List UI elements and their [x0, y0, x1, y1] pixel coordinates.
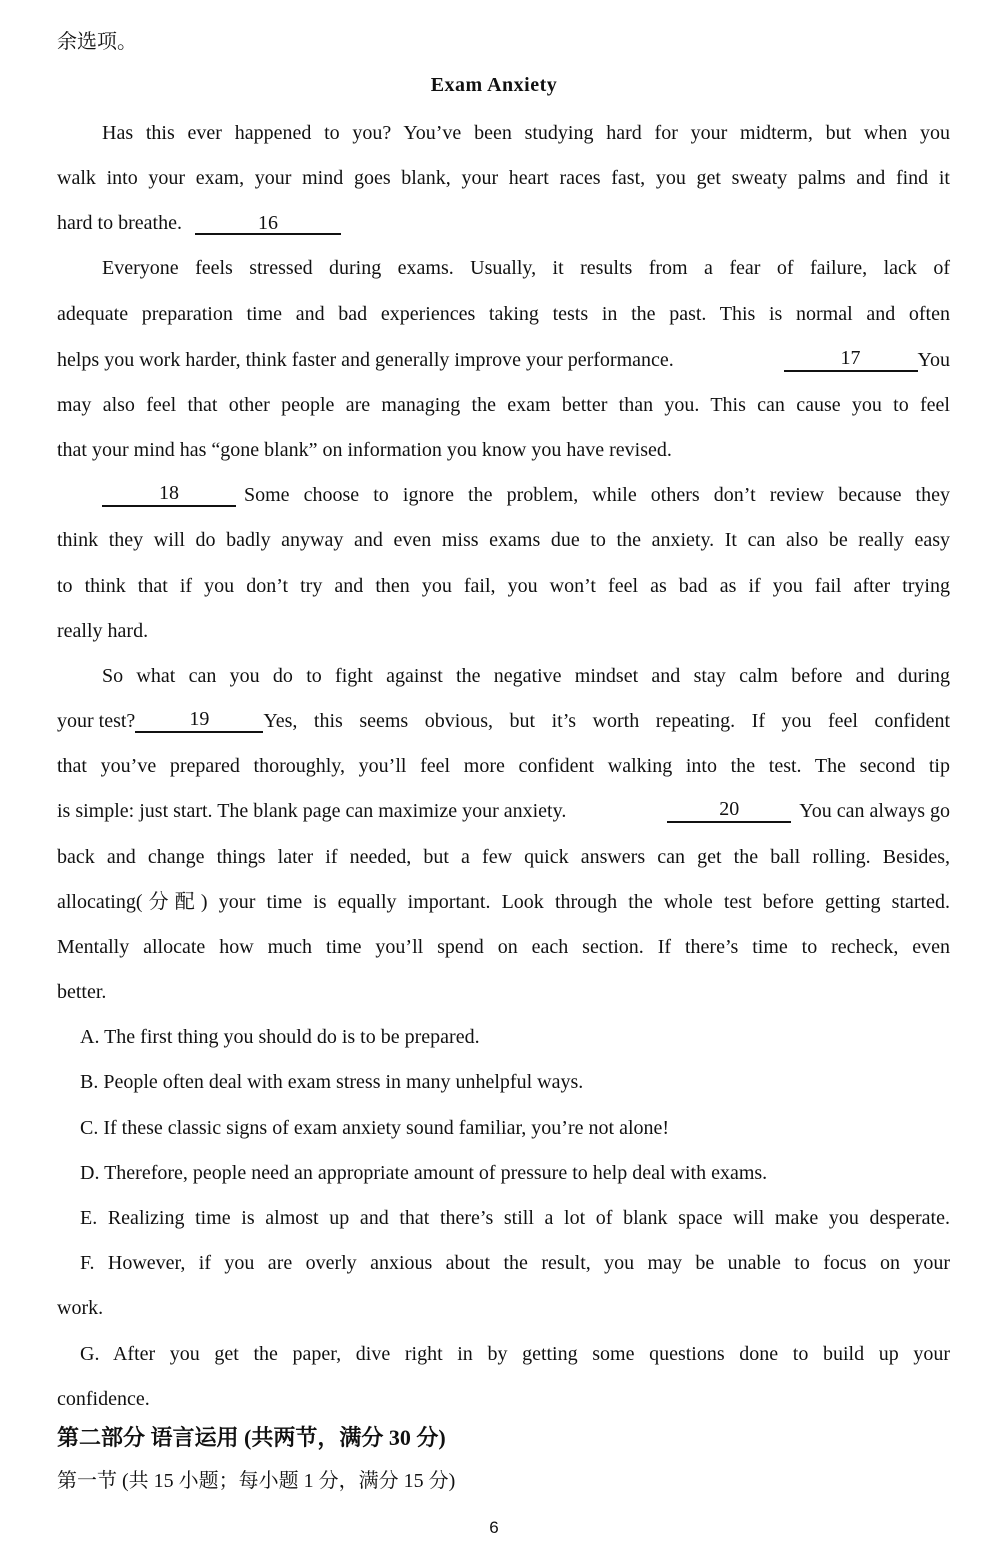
p4-line-2-before: your test? [57, 710, 136, 732]
blank-20: 20 [667, 799, 791, 823]
p4-line-1: So what can you do to fight against the negative mindset and stay calm before and during [102, 665, 950, 687]
p2-line-3-after: You [917, 349, 950, 371]
section-heading: 第二部分 语言运用 (共两节，满分 30 分) [57, 1425, 446, 1450]
p4-line-2-head [57, 709, 263, 733]
p4-line-4-text: is simple: just start. The blank page can maximize your anxiety. [57, 800, 567, 822]
p4-line-6: allocating(分配) your time is equally important. Look through the whole test before getting started. [57, 891, 950, 913]
p4-line-4-after: You can always go [799, 800, 950, 822]
p1-line-3-text: hard to breathe. [57, 212, 182, 234]
p1-line-1: Has this ever happened to you? You’ve been studying hard for your midterm, but when you [102, 122, 950, 144]
p4-line-5: back and change things later if needed, but a few quick answers can get the ball rolling. Besides, [57, 846, 950, 868]
option-b: B. People often deal with exam stress in many unhelpful ways. [80, 1071, 584, 1093]
p4-line-4-tail [667, 799, 950, 823]
p2-line-2: adequate preparation time and bad experiences taking tests in the past. This is normal and often [57, 303, 950, 325]
p3-line-1-text: Some choose to ignore the problem, while others don’t review because they [244, 484, 950, 506]
option-c: C. If these classic signs of exam anxiety sound familiar, you’re not alone! [80, 1117, 670, 1139]
option-e: E. Realizing time is almost up and that there’s still a lot of blank space will make you desperate. [80, 1207, 950, 1229]
option-g-line-2: confidence. [57, 1388, 150, 1410]
p2-line-3-text: helps you work harder, think faster and generally improve your performance. [57, 349, 674, 371]
p1-line-3 [57, 211, 950, 235]
header-fragment: 余选项。 [57, 31, 137, 53]
p4-line-4 [57, 799, 950, 823]
passage-title: Exam Anxiety [430, 74, 558, 96]
p4-line-3: that you’ve prepared thoroughly, you’ll feel more confident walking into the test. The second tip [57, 755, 950, 777]
p3-line-4: really hard. [57, 620, 149, 642]
p4-line-7: Mentally allocate how much time you’ll spend on each section. If there’s time to recheck, even [57, 936, 950, 958]
p1-line-2: walk into your exam, your mind goes blank, your heart races fast, you get sweaty palms and find it [57, 167, 950, 189]
p2-line-5: that your mind has “gone blank” on information you know you have revised. [57, 439, 672, 461]
blank-19: 19 [135, 709, 263, 733]
p4-line-8: better. [57, 981, 107, 1003]
option-a: A. The first thing you should do is to be prepared. [80, 1026, 480, 1048]
p2-line-4: may also feel that other people are managing the exam better than you. This can cause you to feel [57, 394, 950, 416]
blank-18: 18 [102, 483, 236, 507]
blank-17: 17 [784, 348, 918, 372]
p4-line-2-after: Yes, this seems obvious, but it’s worth repeating. If you feel confident [263, 710, 950, 732]
option-d: D. Therefore, people need an appropriate amount of pressure to help deal with exams. [80, 1162, 768, 1184]
option-f-line-1: F. However, if you are overly anxious about the result, you may be unable to focus on your [80, 1252, 950, 1274]
p3-line-1 [102, 483, 950, 507]
blank-16: 16 [195, 213, 341, 235]
option-f-line-2: work. [57, 1297, 104, 1319]
option-g-line-1: G. After you get the paper, dive right in by getting some questions done to build up your [80, 1343, 950, 1365]
p2-line-1: Everyone feels stressed during exams. Usually, it results from a fear of failure, lack of [102, 257, 950, 279]
p2-line-3-tail [784, 348, 950, 372]
p2-line-3 [57, 348, 950, 372]
p4-line-2 [57, 709, 950, 733]
section-subheading: 第一节 (共 15 小题；每小题 1 分，满分 15 分) [57, 1470, 456, 1492]
page-number: 6 [489, 1518, 499, 1537]
p3-line-2: think they will do badly anyway and even miss exams due to the anxiety. It can also be really easy [57, 529, 950, 551]
p3-line-3: to think that if you don’t try and then you fail, you won’t feel as bad as if you fail after trying [57, 575, 950, 597]
